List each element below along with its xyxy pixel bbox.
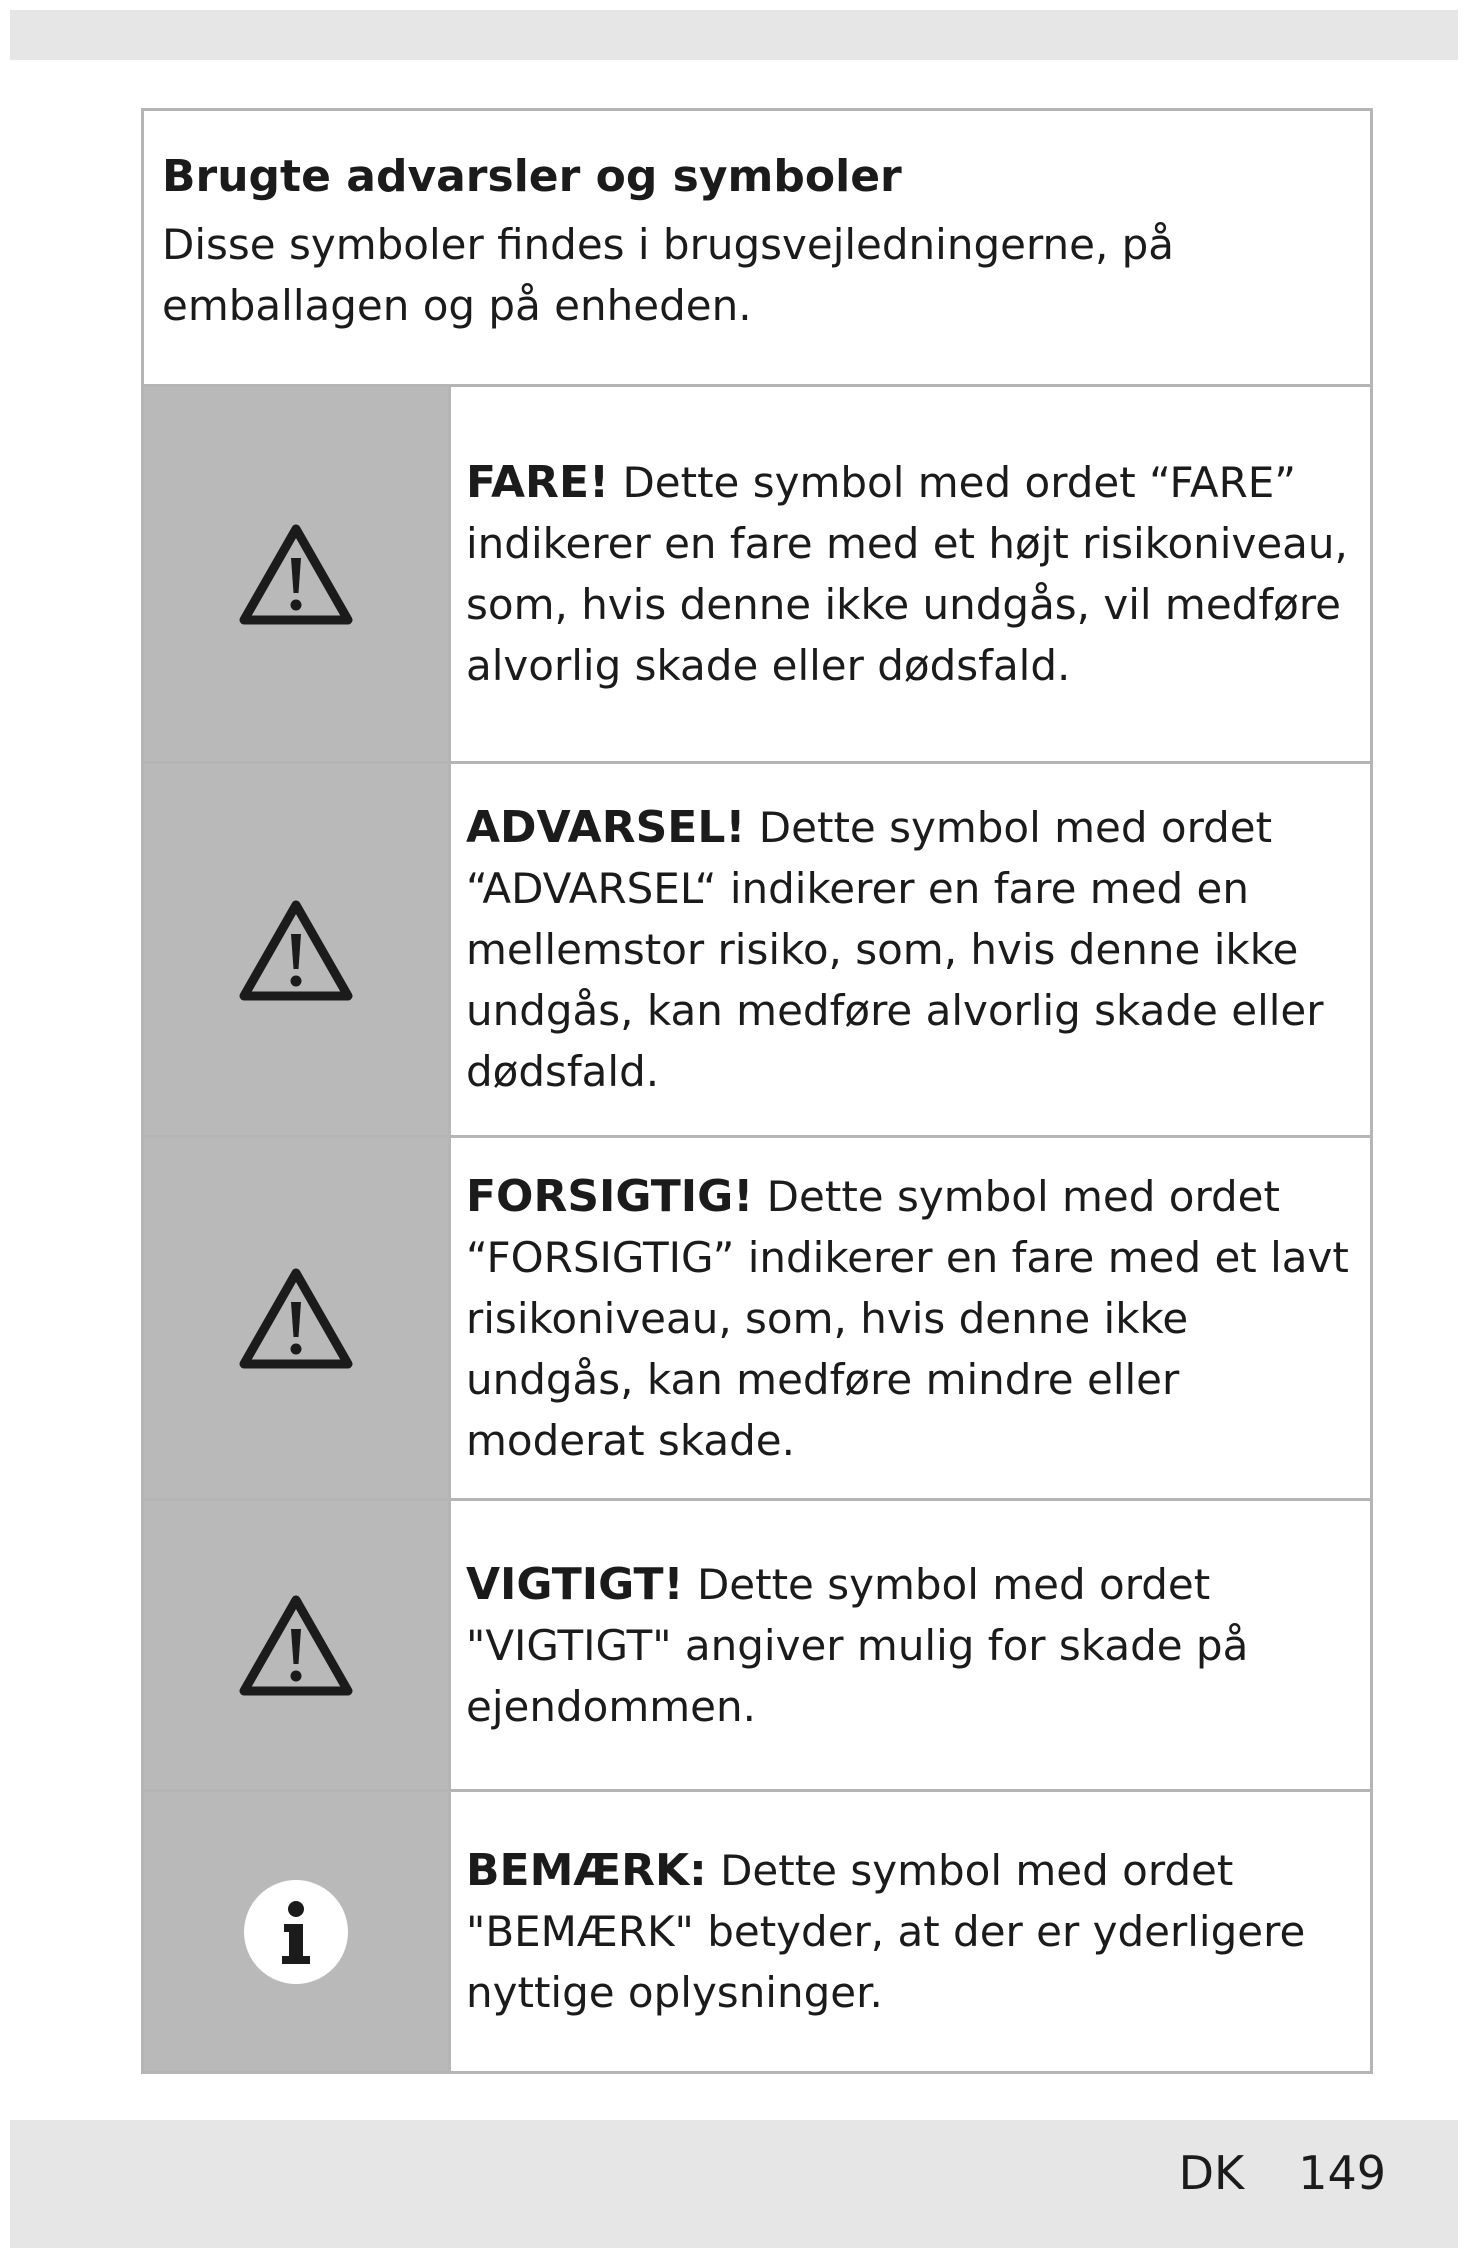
warning-triangle-icon <box>238 1593 354 1697</box>
page-number: 149 <box>1298 2146 1386 2200</box>
warning-triangle-icon <box>238 522 354 626</box>
warning-triangle-icon <box>238 1266 354 1370</box>
description-text: Dette symbol med ordet “ADVARSEL“ indikerer en fare med en mellemstor risiko, som, hvis denne ikke undgås, kan medføre alvorlig skade eller dødsfald. <box>466 803 1324 1096</box>
symbol-row-fare <box>144 387 1370 764</box>
symbol-row-forsigtig <box>144 1138 1370 1501</box>
description-cell <box>451 387 1370 761</box>
symbol-cell <box>144 1792 451 2071</box>
description-cell <box>451 1792 1370 2071</box>
symbol-cell <box>144 1501 451 1789</box>
warnings-table <box>141 108 1373 2074</box>
signal-word: FARE! <box>466 457 610 508</box>
symbol-cell <box>144 387 451 761</box>
description-cell <box>451 764 1370 1135</box>
language-code: DK <box>1178 2146 1245 2200</box>
symbol-row-vigtigt <box>144 1501 1370 1792</box>
description-text: Dette symbol med ordet "BEMÆRK" betyder, at der er yderligere nyttige oplysninger. <box>466 1846 1306 2017</box>
description-text: Dette symbol med ordet “FORSIGTIG” indikerer en fare med et lavt risikoniveau, som, hvis denne ikke undgås, kan medføre mindre eller moderat skade. <box>466 1171 1349 1465</box>
signal-word: ADVARSEL! <box>466 802 746 853</box>
header-band <box>10 10 1458 60</box>
symbol-description <box>466 452 1366 696</box>
intro-cell <box>144 111 1370 387</box>
symbol-description <box>466 797 1366 1102</box>
description-text: Dette symbol med ordet "VIGTIGT" angiver mulig for skade på ejendommen. <box>466 1559 1249 1731</box>
section-intro: Disse symboler findes i brugsvejledningerne, på emballagen og på enheden. <box>162 219 1175 330</box>
description-text: Dette symbol med ordet “FARE” indikerer en fare med et højt risikoniveau, som, hvis denne ikke undgås, vil medføre alvorlig skade eller dødsfald. <box>466 458 1348 690</box>
signal-word: FORSIGTIG! <box>466 1170 754 1222</box>
symbol-description <box>466 1554 1366 1737</box>
symbol-row-bemaerk <box>144 1792 1370 2071</box>
warning-triangle-icon <box>238 898 354 1002</box>
symbol-cell <box>144 764 451 1135</box>
page-footer <box>1179 2146 1386 2200</box>
symbol-description <box>466 1840 1366 2023</box>
description-cell <box>451 1501 1370 1789</box>
symbol-cell <box>144 1138 451 1498</box>
symbol-row-advarsel <box>144 764 1370 1138</box>
signal-word: VIGTIGT! <box>466 1558 684 1610</box>
description-cell <box>451 1138 1370 1498</box>
info-icon <box>240 1876 352 1988</box>
symbol-description <box>466 1166 1366 1471</box>
section-title: Brugte advarsler og symboler <box>162 151 902 202</box>
signal-word: BEMÆRK: <box>466 1845 707 1896</box>
